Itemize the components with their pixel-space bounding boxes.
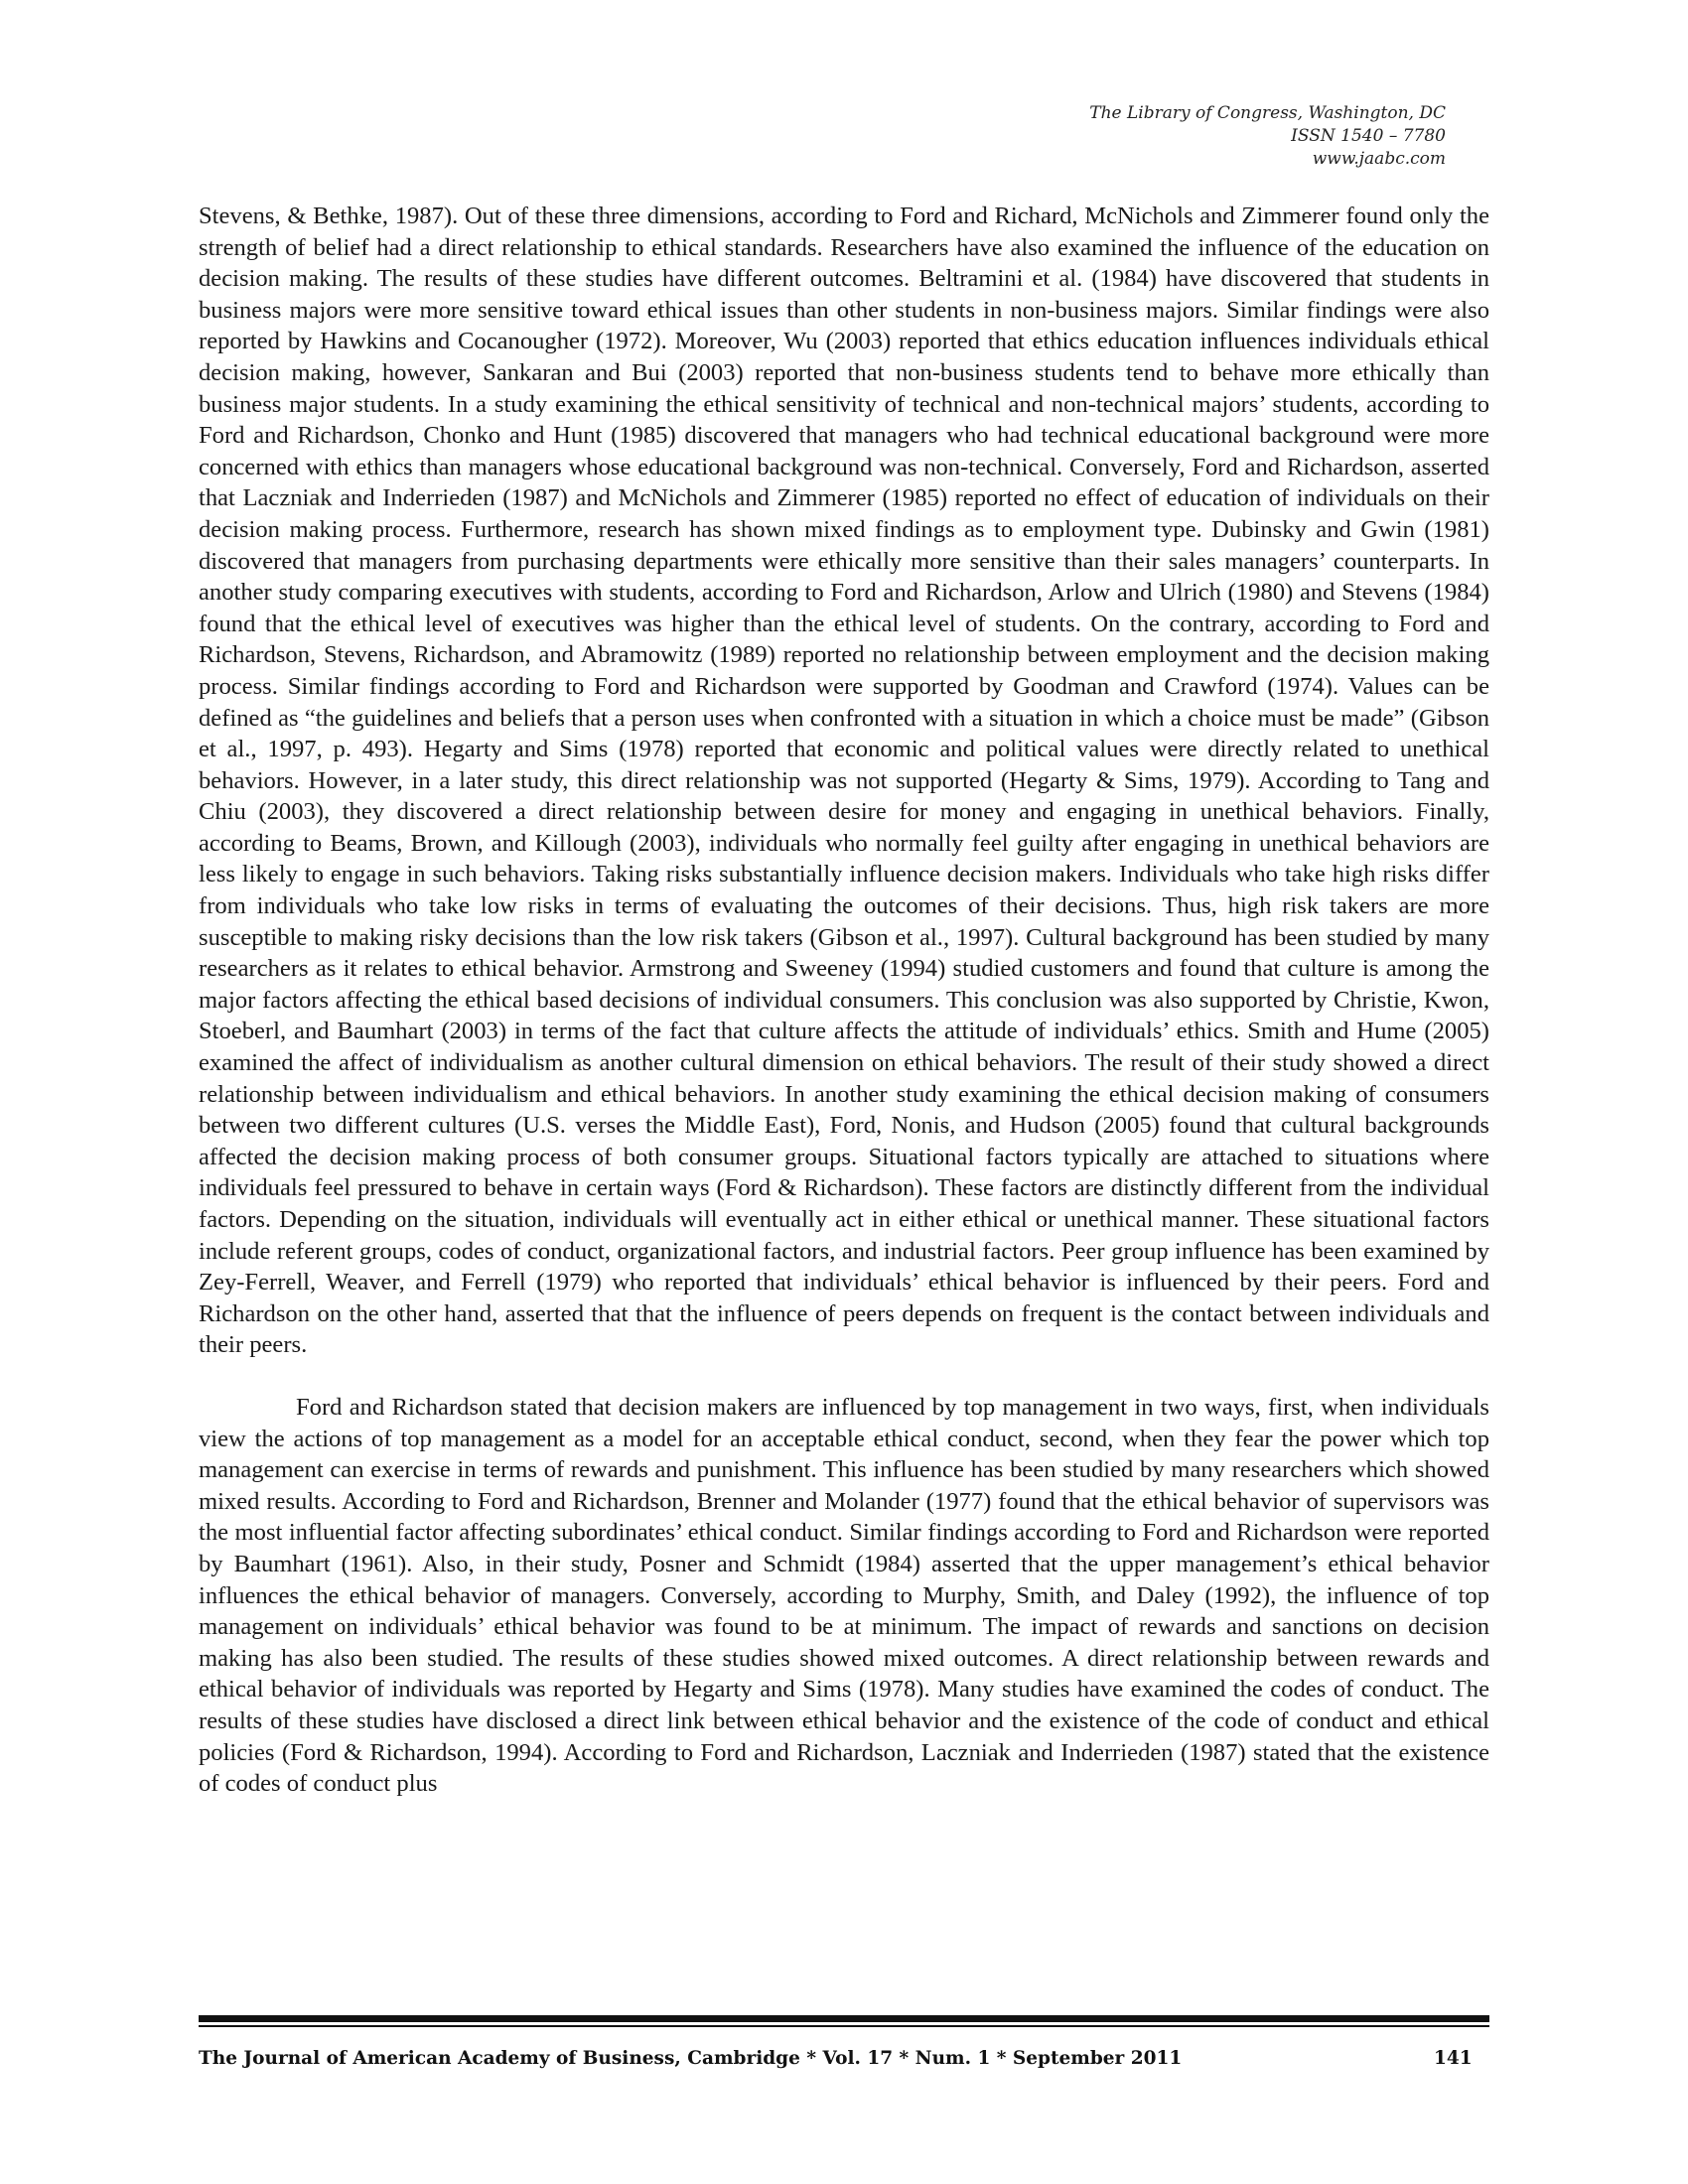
paragraph: Ford and Richardson stated that decision makers are influenced by top management in two ways, first, when individuals view the actions of top management as a model for an acceptable ethical conduct, second, when they fear the power which top management can exercise in terms of rewards and punishment. This influence has been studied by many researchers which showed mixed results. According to Ford and Richardson, Brenner and Molander (1977) found that the ethical behavior of supervisors was the most influential factor affecting subordinates’ ethical conduct. Similar findings according to Ford and Richardson were reported by Baumhart (1961). Also, in their study, Posner and Schmidt (1984) asserted that the upper management’s ethical behavior influences the ethical behavior of managers. Conversely, according to Murphy, Smith, and Daley (1992), the influence of top management on individuals’ ethical behavior was found to be at minimum. The impact of rewards and sanctions on decision making has also been studied. The results of these studies showed mixed outcomes. A direct relationship between rewards and ethical behavior of individuals was reported by Hegarty and Sims (1978). Many studies have examined the codes of conduct. The results of these studies have disclosed a direct link between ethical behavior and the existence of the code of conduct and ethical policies (Ford & Richardson, 1994). According to Ford and Richardson, Laczniak and Inderrieden (1987) stated that the existence of codes of conduct plus bbox=[199, 1393, 1489, 1798]
body-text bbox=[199, 201, 1489, 1800]
running-header bbox=[751, 102, 1446, 171]
running-footer bbox=[199, 2048, 1489, 2078]
footer-journal-citation: The Journal of American Academy of Business, Cambridge * Vol. 17 * Num. 1 * September 2011 bbox=[199, 2048, 1183, 2069]
header-library: The Library of Congress, Washington, DC bbox=[1089, 103, 1446, 123]
header-website: www.jaabc.com bbox=[1312, 149, 1446, 169]
header-issn: ISSN 1540 – 7780 bbox=[1291, 126, 1446, 146]
footer-rule-thick bbox=[199, 2015, 1489, 2022]
page-number: 141 bbox=[1434, 2048, 1473, 2069]
footer-rule-thin bbox=[199, 2025, 1489, 2027]
paragraph: Stevens, & Bethke, 1987). Out of these three dimensions, according to Ford and Richard, McNichols and Zimmerer found only the strength of belief had a direct relationship to ethical standards. Researchers have also examined the influence of the education on decision making. The results of these studies have different outcomes. Beltramini et al. (1984) have discovered that students in business majors were more sensitive toward ethical issues than other students in non-business majors. Similar findings were also reported by Hawkins and Cocanougher (1972). Moreover, Wu (2003) reported that ethics education influences individuals ethical decision making, however, Sankaran and Bui (2003) reported that non-business students tend to behave more ethically than business major students. In a study examining the ethical sensitivity of technical and non-technical majors’ students, according to Ford and Richardson, Chonko and Hunt (1985) discovered that managers who had technical educational background were more concerned with ethics than managers whose educational background was non-technical. Conversely, Ford and Richardson, asserted that Laczniak and Inderrieden (1987) and McNichols and Zimmerer (1985) reported no effect of education of individuals on their decision making process. Furthermore, research has shown mixed findings as to employment type. Dubinsky and Gwin (1981) discovered that managers from purchasing departments were ethically more sensitive than their sales managers’ counterparts. In another study comparing executives with students, according to Ford and Richardson, Arlow and Ulrich (1980) and Stevens (1984) found that the ethical level of executives was higher than the ethical level of students. On the contrary, according to Ford and Richardson, Stevens, Richardson, and Abramowitz (1989) reported no relationship between employment and the decision making process. Similar findings according to Ford and Richardson were supported by Goodman and Crawford (1974). Values can be defined as “the guidelines and beliefs that a person uses when confronted with a situation in which a choice must be made” (Gibson et al., 1997, p. 493). Hegarty and Sims (1978) reported that economic and political values were directly related to unethical behaviors. However, in a later study, this direct relationship was not supported (Hegarty & Sims, 1979). According to Tang and Chiu (2003), they discovered a direct relationship between desire for money and engaging in unethical behaviors. Finally, according to Beams, Brown, and Killough (2003), individuals who normally feel guilty after engaging in unethical behaviors are less likely to engage in such behaviors. Taking risks substantially influence decision makers. Individuals who take high risks differ from individuals who take low risks in terms of evaluating the outcomes of their decisions. Thus, high risk takers are more susceptible to making risky decisions than the low risk takers (Gibson et al., 1997). Cultural background has been studied by many researchers as it relates to ethical behavior. Armstrong and Sweeney (1994) studied customers and found that culture is among the major factors affecting the ethical based decisions of individual consumers. This conclusion was also supported by Christie, Kwon, Stoeberl, and Baumhart (2003) in terms of the fact that culture affects the attitude of individuals’ ethics. Smith and Hume (2005) examined the affect of individualism as another cultural dimension on ethical behaviors. The result of their study showed a direct relationship between individualism and ethical behaviors. In another study examining the ethical decision making of consumers between two different cultures (U.S. verses the Middle East), Ford, Nonis, and Hudson (2005) found that cultural backgrounds affected the decision making process of both consumer groups. Situational factors typically are attached to situations where individuals feel pressured to behave in certain ways (Ford & Richardson). These factors are distinctly different from the individual factors. Depending on the situation, individuals will eventually act in either ethical or unethical manner. These situational factors include referent groups, codes of conduct, organizational factors, and industrial factors. Peer group influence has been examined by Zey-Ferrell, Weaver, and Ferrell (1979) who reported that individuals’ ethical behavior is influenced by their peers. Ford and Richardson on the other hand, asserted that that the influence of peers depends on frequent is the contact between individuals and their peers. bbox=[199, 203, 1489, 1359]
